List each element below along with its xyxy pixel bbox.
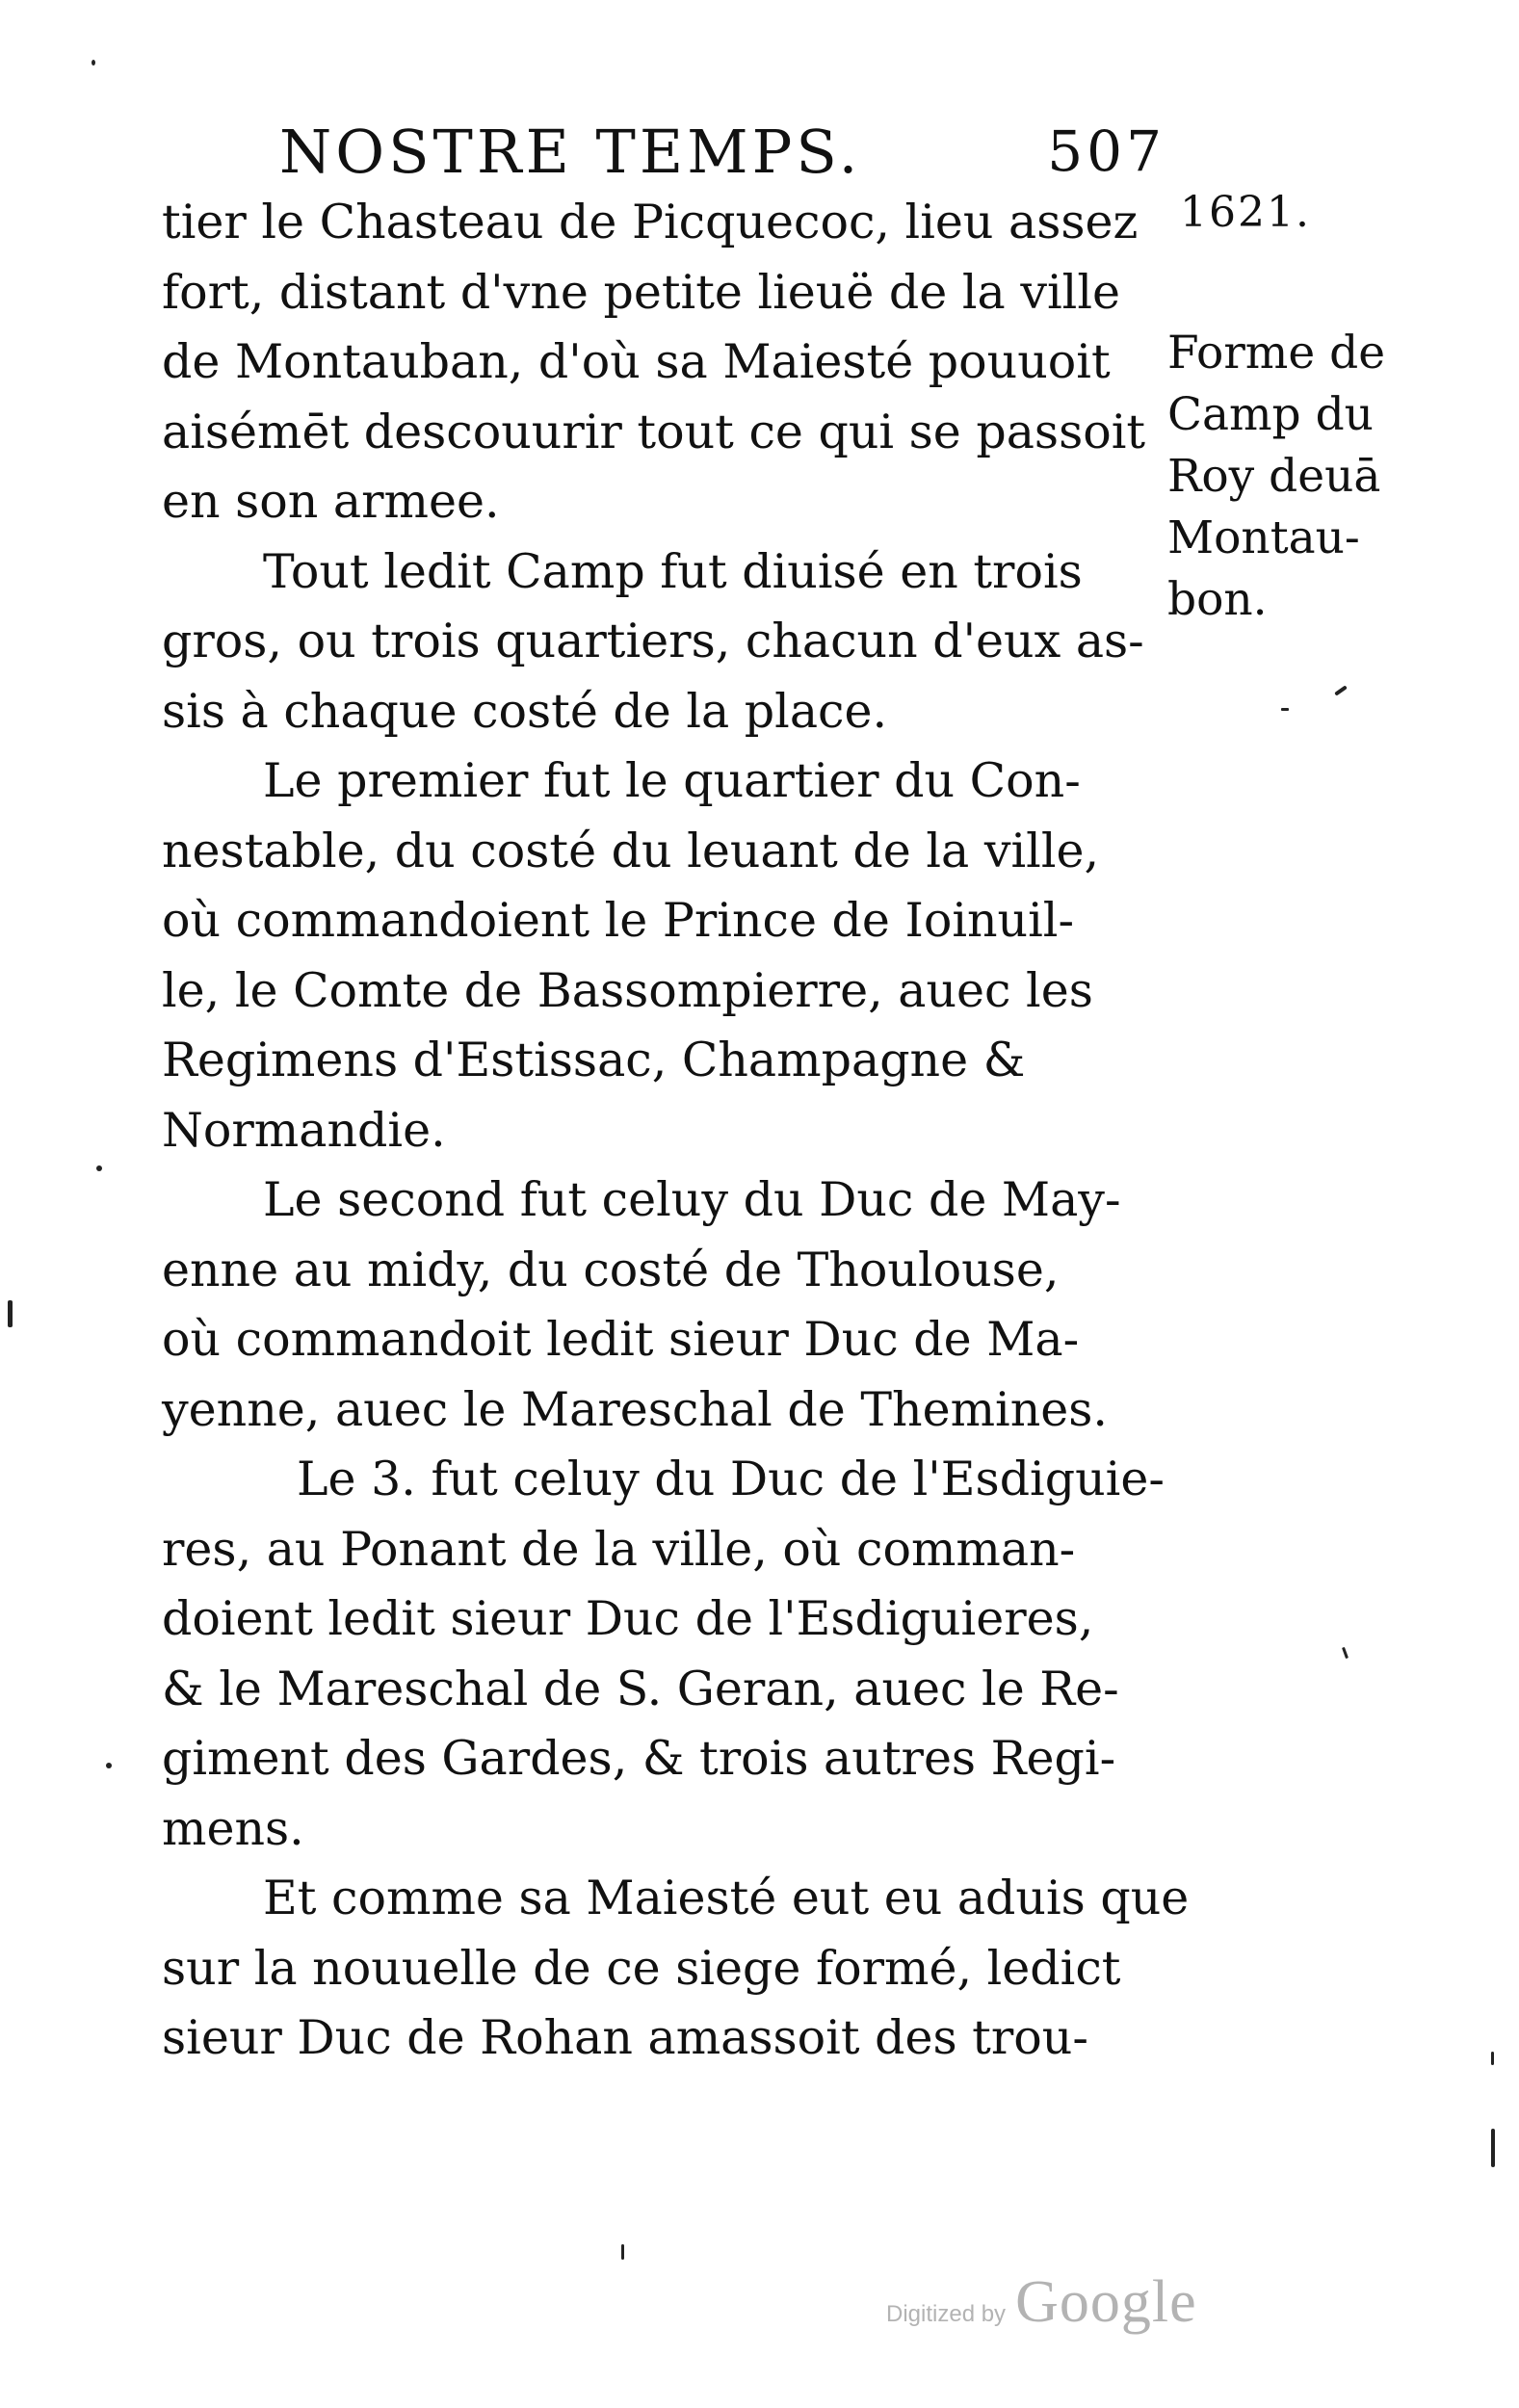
paragraph-start-line: Tout ledit Camp fut diuisé en trois	[263, 543, 1083, 599]
margin-note-line: Montau-	[1167, 511, 1360, 564]
scan-speck	[1281, 708, 1289, 711]
scan-speck	[8, 1300, 13, 1327]
text-line: Regimens d'Estissac, Champagne &	[162, 1033, 1026, 1087]
paragraph-start-line: Le second fut celuy du Duc de May-	[263, 1172, 1121, 1227]
text-line: nestable, du costé du leuant de la ville,	[162, 823, 1100, 878]
text-line: doient ledit sieur Duc de l'Esdiguieres,	[162, 1591, 1094, 1646]
scan-speck	[1491, 2129, 1495, 2167]
text-line: fort, distant d'vne petite lieuë de la ville	[162, 264, 1121, 320]
margin-note-line: Forme de	[1167, 327, 1386, 380]
text-line: aisémēt descouurir tout ce qui se passoit	[162, 404, 1146, 459]
paragraph-start-line: Le 3. fut celuy du Duc de l'Esdiguie-	[297, 1452, 1165, 1506]
google-logo: Google	[1015, 2269, 1197, 2335]
scan-speck	[621, 2244, 624, 2260]
text-line: où commandoient le Prince de Ioinuil-	[162, 893, 1075, 948]
text-line: res, au Ponant de la ville, où comman-	[162, 1521, 1076, 1577]
margin-note	[1167, 323, 1408, 631]
scan-speck	[96, 1165, 102, 1171]
scan-speck	[1491, 2052, 1494, 2065]
text-line: enne au midy, du costé de Thoulouse,	[162, 1242, 1060, 1297]
paragraph-start-line: Et comme sa Maiesté eut eu aduis que	[263, 1871, 1190, 1925]
scan-speck	[92, 60, 95, 65]
margin-year: 1621.	[1180, 188, 1311, 237]
text-line: giment des Gardes, & trois autres Regi-	[162, 1731, 1116, 1786]
scan-speck	[1342, 1647, 1349, 1659]
margin-note-line: Camp du	[1167, 388, 1374, 441]
margin-note-line: Roy deuā	[1167, 450, 1381, 503]
text-line: de Montauban, d'où sa Maiesté pouuoit	[162, 334, 1111, 389]
text-line: & le Mareschal de S. Geran, auec le Re-	[162, 1661, 1119, 1716]
text-line: le, le Comte de Bassompierre, auec les	[162, 962, 1093, 1018]
text-line: sieur Duc de Rohan amassoit des trou-	[162, 2010, 1088, 2065]
text-line: en son armee.	[162, 474, 500, 529]
text-line: où commandoit ledit sieur Duc de Ma-	[162, 1312, 1080, 1367]
text-line: sis à chaque costé de la place.	[162, 683, 888, 739]
text-line: sur la nouuelle de ce siege formé, ledict	[162, 1940, 1121, 1996]
page-header	[164, 108, 1165, 195]
scan-speck	[1334, 685, 1348, 695]
paragraph-start-line: Le premier fut le quartier du Con-	[263, 753, 1081, 808]
text-line: tier le Chasteau de Picquecoc, lieu assez	[162, 195, 1139, 249]
text-line: mens.	[162, 1800, 304, 1856]
page-number: 507	[1047, 118, 1165, 184]
text-line: gros, ou trois quartiers, chacun d'eux as-	[162, 614, 1144, 668]
text-line: Normandie.	[162, 1102, 446, 1158]
digitized-label: Digitized by	[886, 2301, 1007, 2327]
scan-speck	[106, 1763, 112, 1768]
text-line: yenne, auec le Mareschal de Themines.	[162, 1381, 1108, 1437]
body-text	[162, 188, 1190, 2074]
digitized-watermark	[886, 2268, 1197, 2337]
margin-note-line: bon.	[1167, 573, 1268, 626]
running-title: NOSTRE TEMPS.	[279, 116, 862, 187]
